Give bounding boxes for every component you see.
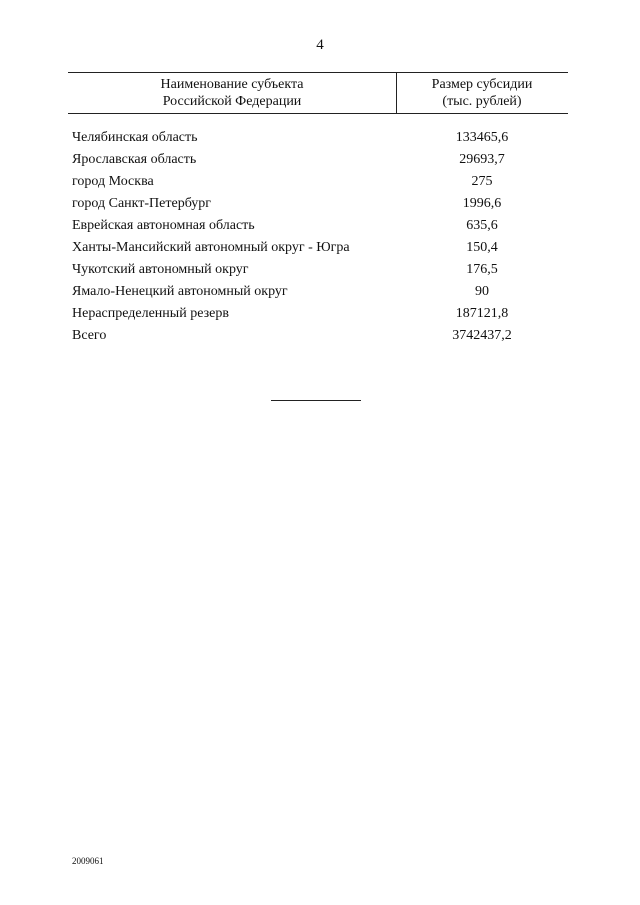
row-name: Еврейская автономная область	[72, 218, 255, 233]
row-value: 635,6	[466, 218, 498, 233]
row-name: Ханты-Мансийский автономный округ - Югра	[72, 240, 350, 255]
row-value: 150,4	[466, 240, 498, 255]
row-name: Всего	[72, 328, 107, 343]
table-row	[68, 237, 568, 259]
row-value: 275	[471, 174, 493, 189]
document-code: 2009061	[72, 856, 104, 866]
row-value: 1996,6	[462, 196, 502, 211]
column-header-name-line1: Наименование субъекта	[160, 77, 304, 92]
end-of-document-rule	[271, 400, 361, 401]
table-row	[68, 149, 568, 171]
column-header-value-line2: (тыс. рублей)	[442, 94, 522, 109]
table-row	[68, 303, 568, 325]
page-number: 4	[316, 37, 324, 53]
table-header	[68, 72, 568, 114]
table-row	[68, 193, 568, 215]
table-row	[68, 215, 568, 237]
table-row	[68, 259, 568, 281]
row-name: город Москва	[72, 174, 154, 189]
table-row	[68, 171, 568, 193]
row-name: Ярославская область	[72, 152, 197, 167]
row-name: Нераспределенный резерв	[72, 306, 229, 321]
row-name: Чукотский автономный округ	[72, 262, 249, 277]
row-name: город Санкт-Петербург	[72, 196, 212, 211]
table-row	[68, 127, 568, 149]
row-name: Челябинская область	[72, 130, 198, 145]
row-name: Ямало-Ненецкий автономный округ	[72, 284, 288, 299]
subsidy-table	[68, 72, 568, 343]
row-value: 90	[475, 284, 489, 299]
column-header-value	[396, 76, 568, 110]
row-value: 3742437,2	[452, 328, 512, 343]
row-value: 187121,8	[455, 306, 509, 321]
column-header-name	[68, 76, 396, 110]
column-header-value-line1: Размер субсидии	[431, 77, 533, 92]
row-value: 29693,7	[459, 152, 505, 167]
table-row	[68, 281, 568, 303]
column-header-name-line2: Российской Федерации	[162, 94, 302, 109]
row-value: 133465,6	[455, 130, 509, 145]
row-value: 176,5	[466, 262, 498, 277]
table-body	[68, 127, 568, 347]
table-row-total	[68, 325, 568, 347]
